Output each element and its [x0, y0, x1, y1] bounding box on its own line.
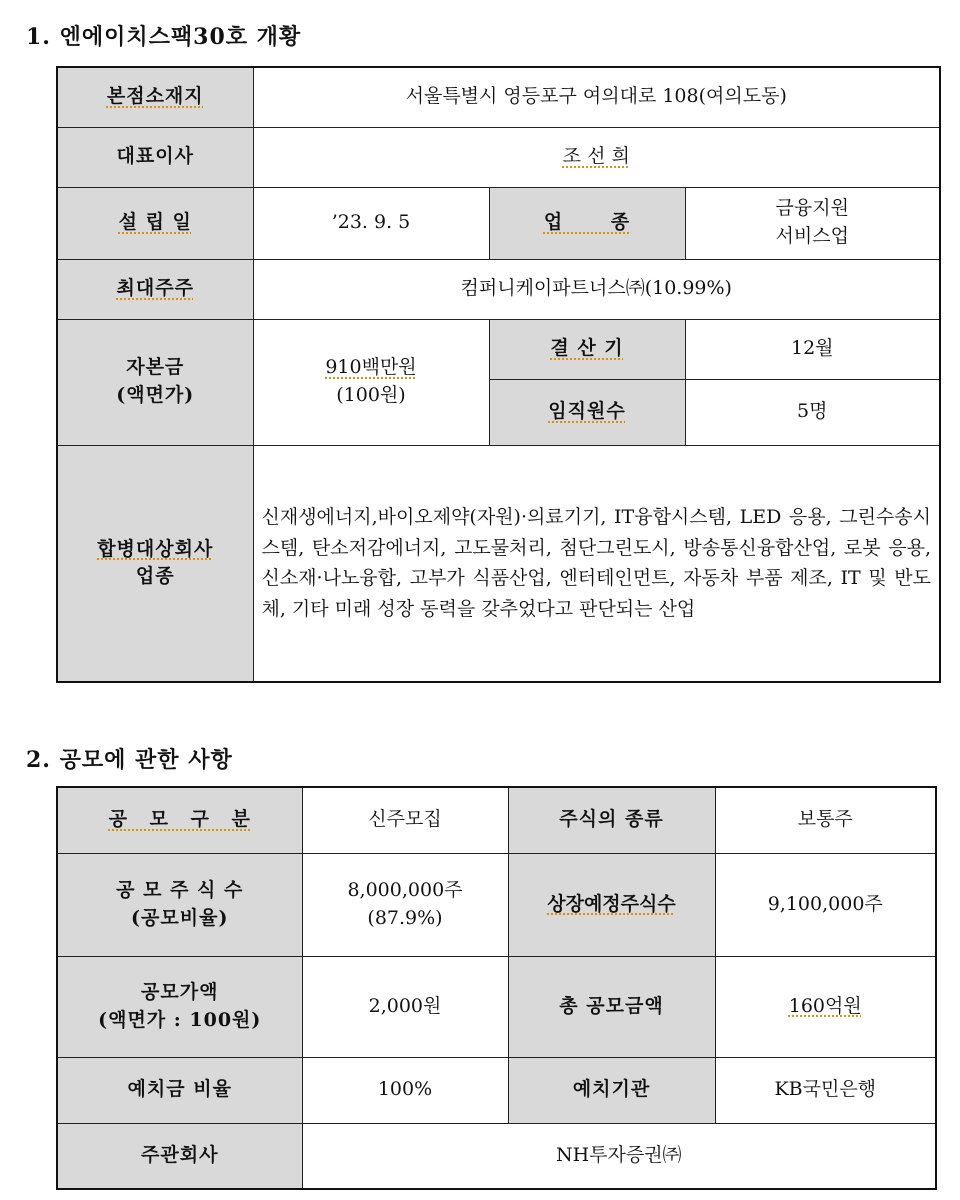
industry-value: 금융지원 서비스업 — [685, 187, 940, 259]
listed-shares-value: 9,100,000주 — [715, 853, 936, 956]
est-value: ’23. 9. 5 — [253, 187, 489, 259]
merger-target-value: 신재생에너지,바이오제약(자원)·의료기기, IT융합시스템, LED 응용, 그린수송시스템, 탄소저감에너지, 고도물처리, 첨단그린도시, 방송통신융합산업, 로봇 응용, 신소재·나노융합, 고부가 식품산업, 엔터테인먼트, 자동차 부품 제조, IT 및 반도체, 기타 미래 성장 동력을 갖추었다고 판단되는 산업 — [253, 445, 940, 682]
merger-target-label: 합병대상회사 업종 — [57, 445, 253, 682]
offered-shares-label: 공 모 주 식 수 (공모비율) — [57, 853, 302, 956]
table-row — [57, 67, 940, 127]
offering-table — [56, 786, 937, 1190]
ceo-value: 조 선 희 — [253, 127, 940, 187]
offering-price-value: 2,000원 — [302, 956, 508, 1057]
table-row — [57, 445, 940, 682]
fiscal-label: 결 산 기 — [489, 319, 685, 379]
total-amount-value: 160억원 — [715, 956, 936, 1057]
stock-kind-label: 주식의 종류 — [508, 787, 715, 853]
escrow-institution-label: 예치기관 — [508, 1057, 715, 1123]
offered-shares-value: 8,000,000주 (87.9%) — [302, 853, 508, 956]
est-label: 설 립 일 — [57, 187, 253, 259]
offering-type-label: 공 모 구 분 — [57, 787, 302, 853]
table-row — [57, 259, 940, 319]
ceo-label: 대표이사 — [57, 127, 253, 187]
staff-value: 5명 — [685, 379, 940, 445]
fiscal-value: 12월 — [685, 319, 940, 379]
underwriter-value: NH투자증권㈜ — [302, 1123, 936, 1189]
hq-value: 서울특별시 영등포구 여의대로 108(여의도동) — [253, 67, 940, 127]
table-row — [57, 956, 936, 1057]
major-shareholder-label: 최대주주 — [57, 259, 253, 319]
escrow-ratio-label: 예치금 비율 — [57, 1057, 302, 1123]
section-1-title: 1. 엔에이치스팩30호 개황 — [26, 24, 302, 50]
table-row — [57, 853, 936, 956]
stock-kind-value: 보통주 — [715, 787, 936, 853]
escrow-institution-value: KB국민은행 — [715, 1057, 936, 1123]
total-amount-label: 총 공모금액 — [508, 956, 715, 1057]
offering-type-value: 신주모집 — [302, 787, 508, 853]
listed-shares-label: 상장예정주식수 — [508, 853, 715, 956]
escrow-ratio-value: 100% — [302, 1057, 508, 1123]
section-2-title: 2. 공모에 관한 사항 — [26, 747, 233, 773]
staff-label: 임직원수 — [489, 379, 685, 445]
company-overview-table — [56, 66, 941, 683]
offering-price-label: 공모가액 (액면가 : 100원) — [57, 956, 302, 1057]
table-row — [57, 127, 940, 187]
major-shareholder-value: 컴퍼니케이파트너스㈜(10.99%) — [253, 259, 940, 319]
table-row — [57, 787, 936, 853]
capital-value: 910백만원 (100원) — [253, 319, 489, 445]
capital-label: 자본금 (액면가) — [57, 319, 253, 445]
industry-label: 업 종 — [489, 187, 685, 259]
hq-label: 본점소재지 — [57, 67, 253, 127]
table-row — [57, 1123, 936, 1189]
table-row — [57, 1057, 936, 1123]
table-row — [57, 187, 940, 259]
table-row — [57, 319, 940, 379]
underwriter-label: 주관회사 — [57, 1123, 302, 1189]
